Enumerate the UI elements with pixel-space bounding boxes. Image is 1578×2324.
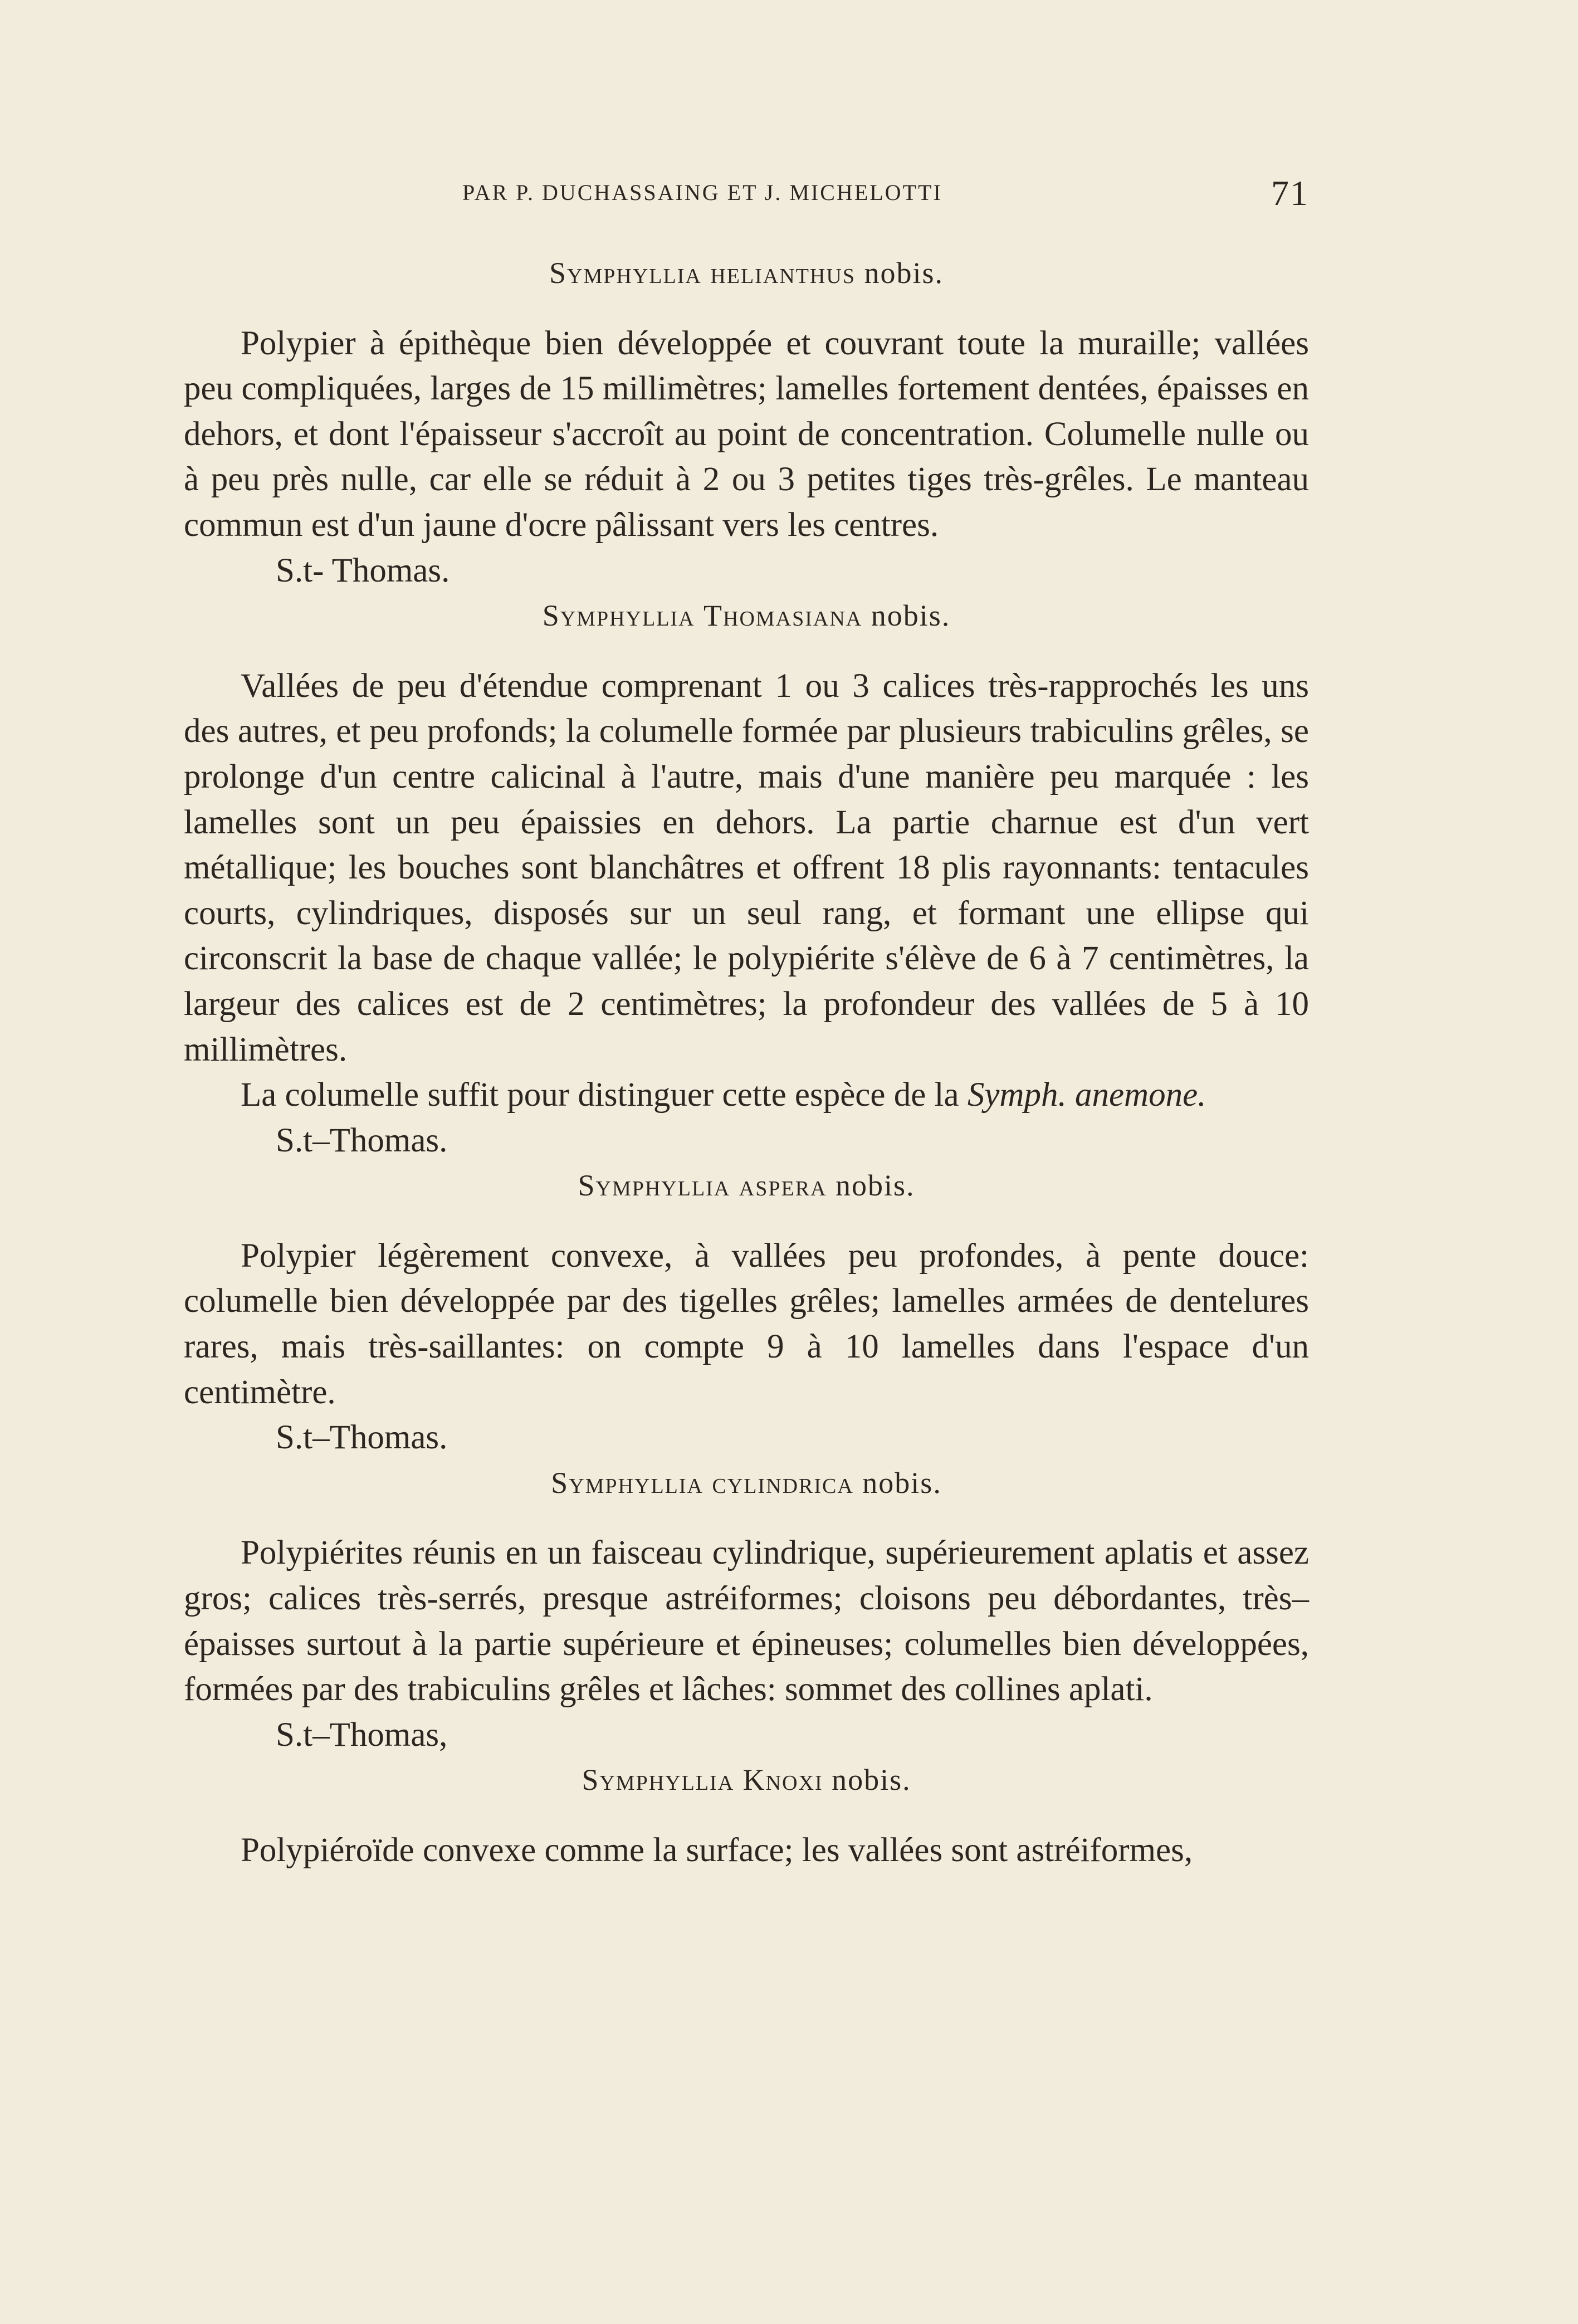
species-description: Polypier à épithèque bien développée et couvrant toute la muraille; vallées peu compliquées, larges de 15 millimètres; lamelles fortement dentées, épaisses en dehors, et dont l'épaisseur s'accroît au point de concentration. Columelle nulle ou à peu près nulle, car elle se réduit à 2 ou 3 petites tiges très-grêles. Le manteau commun est d'un jaune d'ocre pâlissant vers les centres. xyxy=(184,324,1309,544)
genus-name: Symphyllia xyxy=(551,1466,703,1500)
species-epithet: Thomasiana xyxy=(703,599,863,633)
author-note: nobis. xyxy=(871,599,951,633)
species-locality: S.t- Thomas. xyxy=(276,551,450,589)
species-locality: S.t–Thomas. xyxy=(276,1419,448,1457)
genus-name: Symphyllia xyxy=(582,1763,735,1797)
genus-name: Symphyllia xyxy=(578,1169,731,1203)
species-epithet: cylindrica xyxy=(712,1466,854,1500)
text-block xyxy=(184,251,1309,1873)
species-locality: S.t–Thomas. xyxy=(276,1121,448,1159)
species-epithet: Knoxi xyxy=(742,1763,823,1797)
genus-name: Symphyllia xyxy=(549,256,702,290)
species-epithet: aspera xyxy=(739,1169,827,1203)
author-note: nobis. xyxy=(836,1169,915,1203)
species-title xyxy=(184,1461,1309,1506)
comparison-species: anemone. xyxy=(1074,1076,1206,1114)
species-title xyxy=(184,593,1309,639)
author-note: nobis. xyxy=(862,1466,942,1500)
species-title xyxy=(184,251,1309,296)
species-description: Polypier légèrement convexe, à vallées peu profondes, à pente douce: columelle bien développée par des tigelles grêles; lamelles armées de dentelures rares, mais très-saillantes: on compte 9 à 10 lamelles dans l'espace d'un centimètre. xyxy=(184,1237,1309,1411)
page-number: 71 xyxy=(1271,173,1309,213)
species-comparison xyxy=(184,1072,1309,1118)
species-entry xyxy=(184,251,1309,593)
comparison-text: La columelle suffit pour distinguer cette espèce de la xyxy=(241,1076,959,1114)
species-description: Polypiéroïde convexe comme la surface; les vallées sont astréiformes, xyxy=(241,1832,1193,1869)
species-locality: S.t–Thomas, xyxy=(276,1716,448,1754)
species-description: Vallées de peu d'étendue comprenant 1 ou 3 calices très-rapprochés les uns des autres, et peu profonds; la columelle formée par plusieurs trabiculins grêles, se prolonge d'un centre calicinal à l'autre, mais d'une manière peu marquée : les lamelles sont un peu épaissies en dehors. La partie charnue est d'un vert métallique; les bouches sont blanchâtres et offrent 18 plis rayonnants: tentacules courts, cylindriques, disposés sur un seul rang, et formant une ellipse qui circonscrit la base de chaque vallée; le polypiérite s'élève de 6 à 7 centimètres, la largeur des calices est de 2 centimètres; la profondeur des vallées de 5 à 10 millimètres. xyxy=(184,667,1309,1068)
species-entry xyxy=(184,1757,1309,1873)
author-note: nobis. xyxy=(864,256,944,290)
species-entry xyxy=(184,1163,1309,1461)
genus-name: Symphyllia xyxy=(542,599,695,633)
comparison-genus: Symph. xyxy=(967,1076,1067,1114)
species-epithet: helianthus xyxy=(710,256,856,290)
running-title: PAR P. DUCHASSAING ET J. MICHELOTTI xyxy=(462,180,942,205)
author-note: nobis. xyxy=(832,1763,911,1797)
species-title xyxy=(184,1163,1309,1209)
species-description: Polypiérites réunis en un faisceau cylindrique, supérieurement aplatis et assez gros; calices très-serrés, presque astréiformes; cloisons peu débordantes, très–épaisses surtout à la partie supérieure et épineuses; columelles bien développées, formées par des trabiculins grêles et lâches: sommet des collines aplati. xyxy=(184,1534,1309,1708)
species-title xyxy=(184,1757,1309,1803)
species-entry xyxy=(184,593,1309,1163)
species-entry xyxy=(184,1461,1309,1758)
